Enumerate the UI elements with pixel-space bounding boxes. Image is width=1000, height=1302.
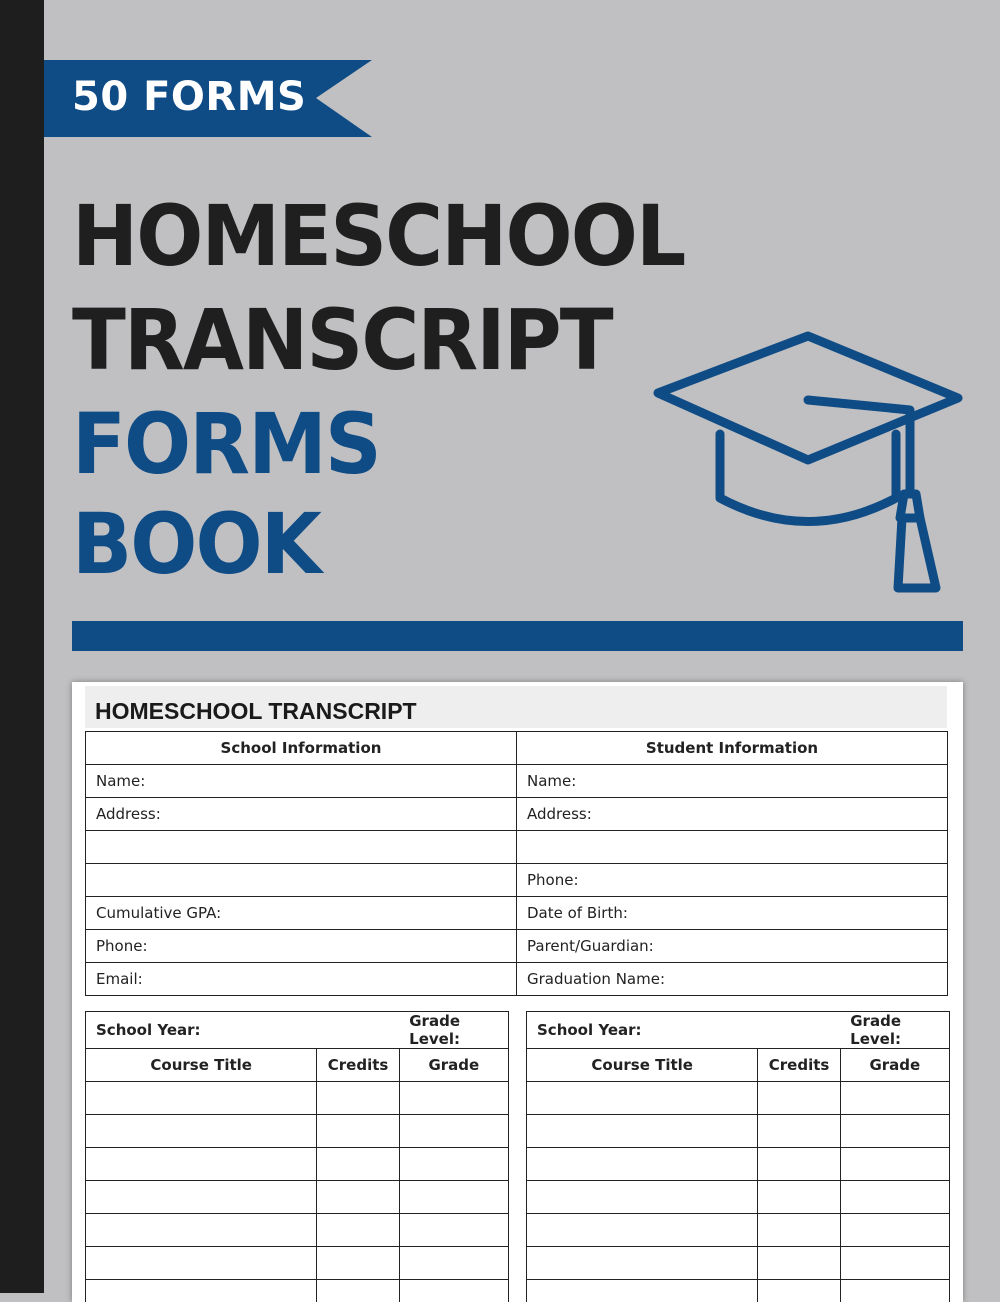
course-cell[interactable]: [527, 1181, 758, 1214]
table-row: [86, 1115, 509, 1148]
course-cell[interactable]: [86, 1280, 317, 1302]
form-preview-sheet: [72, 682, 963, 1302]
course-cell[interactable]: [86, 1148, 317, 1181]
info-table: [85, 731, 948, 996]
grade-cell[interactable]: [399, 1247, 508, 1280]
school-info-header: School Information: [86, 732, 517, 765]
table-row: [527, 1214, 950, 1247]
credits-cell[interactable]: [317, 1148, 399, 1181]
date-of-birth-field[interactable]: Date of Birth:: [517, 897, 948, 930]
course-cell[interactable]: [86, 1214, 317, 1247]
grade-cell[interactable]: [840, 1214, 949, 1247]
school-address-line-3[interactable]: [86, 864, 517, 897]
credits-header: Credits: [317, 1049, 399, 1082]
credits-cell[interactable]: [317, 1280, 399, 1302]
grade-cell[interactable]: [840, 1280, 949, 1302]
forms-count-banner: [44, 60, 372, 137]
school-address-line-2[interactable]: [86, 831, 517, 864]
student-phone-field[interactable]: Phone:: [517, 864, 948, 897]
school-name-field[interactable]: Name:: [86, 765, 517, 798]
title-line-1: HOMESCHOOL: [72, 186, 684, 286]
course-cell[interactable]: [527, 1280, 758, 1302]
divider-bar: [72, 621, 963, 651]
table-row: [86, 1148, 509, 1181]
course-cell[interactable]: [527, 1247, 758, 1280]
title-line-4: BOOK: [72, 494, 320, 594]
credits-cell[interactable]: [758, 1280, 840, 1302]
parent-guardian-field[interactable]: Parent/Guardian:: [517, 930, 948, 963]
grade-cell[interactable]: [399, 1115, 508, 1148]
title-line-3: FORMS: [72, 394, 380, 494]
student-address-field[interactable]: Address:: [517, 798, 948, 831]
table-row: [86, 1181, 509, 1214]
grade-cell[interactable]: [840, 1148, 949, 1181]
grade-cell[interactable]: [840, 1181, 949, 1214]
grade-cell[interactable]: [399, 1214, 508, 1247]
course-cell[interactable]: [527, 1214, 758, 1247]
table-row: [527, 1280, 950, 1302]
table-row: [527, 1247, 950, 1280]
grade-cell[interactable]: [399, 1280, 508, 1302]
table-row: [86, 1214, 509, 1247]
grade-header: Grade: [399, 1049, 508, 1082]
course-title-header: Course Title: [86, 1049, 317, 1082]
credits-cell[interactable]: [317, 1082, 399, 1115]
credits-cell[interactable]: [317, 1214, 399, 1247]
banner-label: 50 FORMS: [72, 74, 306, 120]
credits-cell[interactable]: [758, 1148, 840, 1181]
credits-cell[interactable]: [758, 1115, 840, 1148]
credits-cell[interactable]: [317, 1247, 399, 1280]
school-address-field[interactable]: Address:: [86, 798, 517, 831]
grade-cell[interactable]: [840, 1115, 949, 1148]
course-cell[interactable]: [527, 1148, 758, 1181]
course-cell[interactable]: [86, 1082, 317, 1115]
graduation-cap-icon: [648, 330, 968, 604]
grade-cell[interactable]: [840, 1247, 949, 1280]
school-year-label[interactable]: School Year:: [86, 1012, 400, 1049]
grade-level-label[interactable]: Grade Level:: [399, 1012, 508, 1049]
school-year-label[interactable]: School Year:: [527, 1012, 841, 1049]
grade-cell[interactable]: [840, 1082, 949, 1115]
credits-cell[interactable]: [317, 1115, 399, 1148]
book-spine: [0, 0, 44, 1293]
credits-header: Credits: [758, 1049, 840, 1082]
table-row: [527, 1115, 950, 1148]
course-cell[interactable]: [86, 1115, 317, 1148]
grade-level-label[interactable]: Grade Level:: [840, 1012, 949, 1049]
school-email-field[interactable]: Email:: [86, 963, 517, 996]
student-name-field[interactable]: Name:: [517, 765, 948, 798]
course-cell[interactable]: [527, 1082, 758, 1115]
year-block-right: [526, 1011, 950, 1302]
grade-header: Grade: [840, 1049, 949, 1082]
course-cell[interactable]: [86, 1247, 317, 1280]
student-address-line-2[interactable]: [517, 831, 948, 864]
cumulative-gpa-field[interactable]: Cumulative GPA:: [86, 897, 517, 930]
table-row: [527, 1082, 950, 1115]
year-block-left: [85, 1011, 509, 1302]
credits-cell[interactable]: [758, 1247, 840, 1280]
table-row: [86, 1280, 509, 1302]
student-info-header: Student Information: [517, 732, 948, 765]
title-line-2: TRANSCRIPT: [72, 290, 612, 390]
credits-cell[interactable]: [758, 1214, 840, 1247]
form-title-bar: [85, 686, 947, 728]
course-title-header: Course Title: [527, 1049, 758, 1082]
table-row: [527, 1148, 950, 1181]
graduation-name-field[interactable]: Graduation Name:: [517, 963, 948, 996]
credits-cell[interactable]: [317, 1181, 399, 1214]
grade-cell[interactable]: [399, 1148, 508, 1181]
grade-cell[interactable]: [399, 1082, 508, 1115]
credits-cell[interactable]: [758, 1082, 840, 1115]
table-row: [527, 1181, 950, 1214]
table-row: [86, 1082, 509, 1115]
school-phone-field[interactable]: Phone:: [86, 930, 517, 963]
table-row: [86, 1247, 509, 1280]
credits-cell[interactable]: [758, 1181, 840, 1214]
grade-cell[interactable]: [399, 1181, 508, 1214]
form-title: HOMESCHOOL TRANSCRIPT: [95, 698, 417, 725]
course-cell[interactable]: [527, 1115, 758, 1148]
course-cell[interactable]: [86, 1181, 317, 1214]
